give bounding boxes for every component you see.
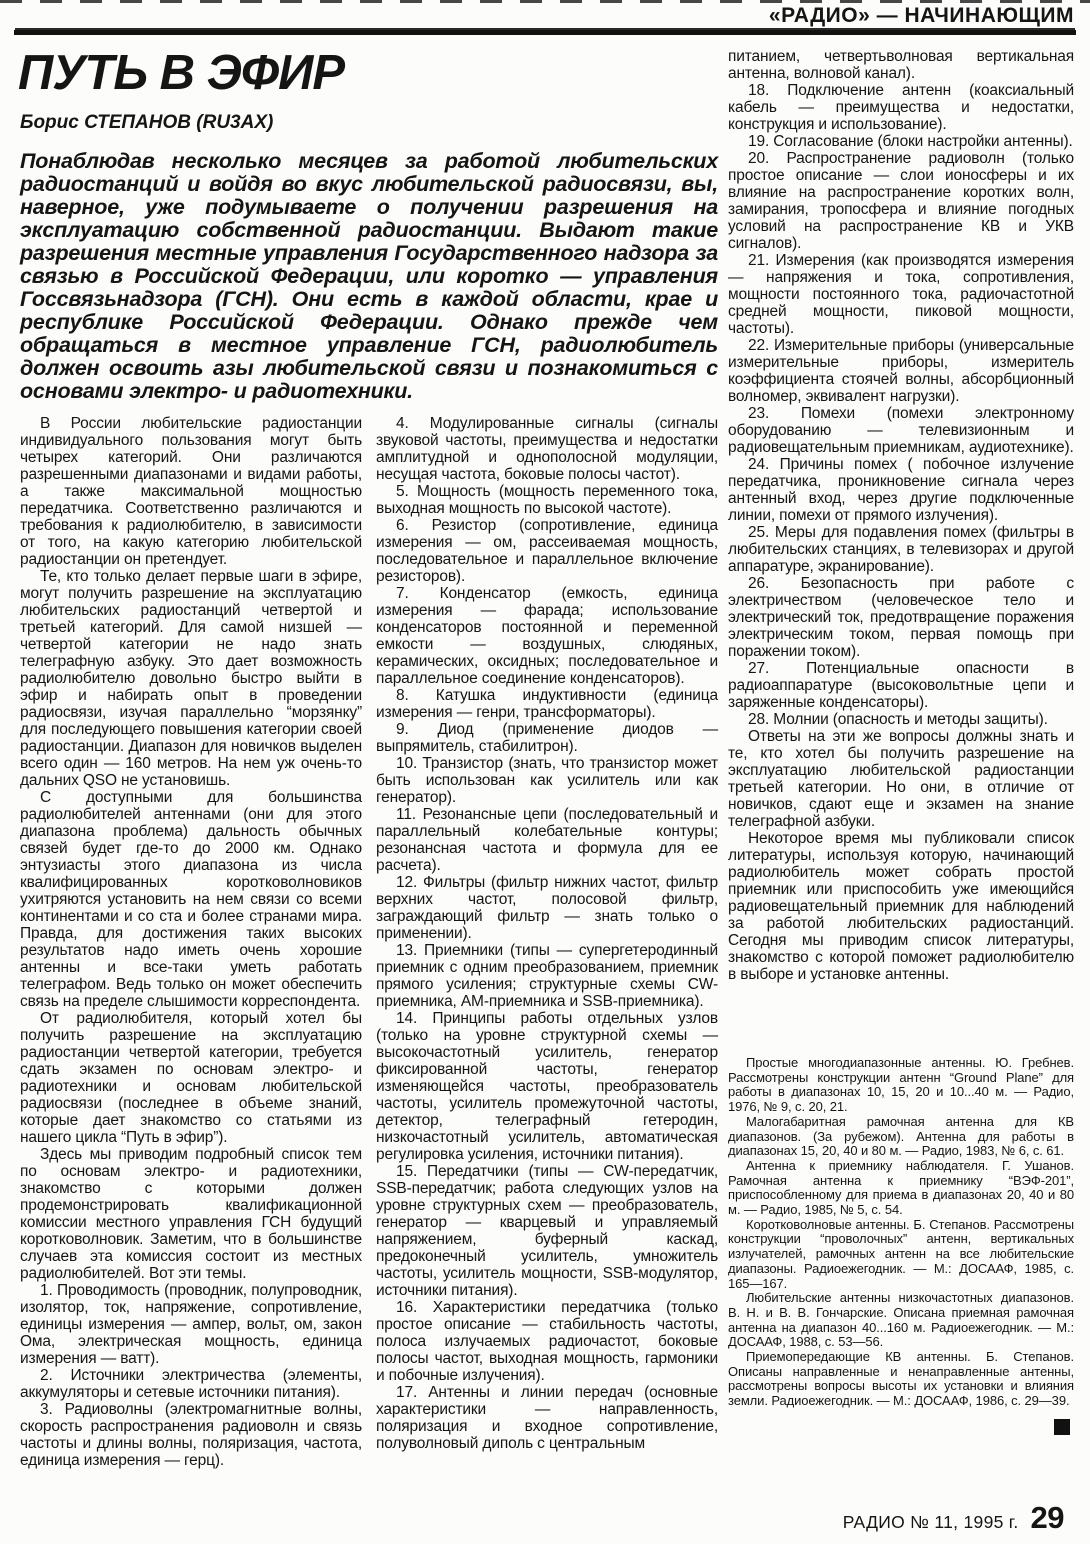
paragraph: 5. Мощность (мощность переменного тока, выходная мощность по высокой частоте). bbox=[376, 483, 718, 517]
paragraph: 8. Катушка индуктивности (единица измерения — генри, трансформаторы). bbox=[376, 687, 718, 721]
paragraph: С доступными для большинства радиолюбителей антеннами (они для этого диапазона проблема) дальность обычных связей будет где-то до 2000 км. Однако энтузиасты этого диапазона из числа квалифицированных коротковолновиков ухитряются установить на нем связи со всеми континентами и со ста и более странами мира. Правда, для достижения таких высоких результатов надо иметь очень хорошие антенны и все-таки уметь работать телеграфом. Ведь только он может обеспечить связь на пределе слышимости корреспондента. bbox=[20, 789, 362, 1010]
paragraph: Приемопередающие КВ антенны. Б. Степанов. Описаны направленные и ненаправленные антенны, рассмотрены вопросы высоты их установки и влияния земли. Радиоежегодник. — М.: ДОСААФ, 1986, с. 29—39. bbox=[728, 1349, 1074, 1409]
paragraph: 26. Безопасность при работе с электричеством (человеческое тело и электрический ток, предотвращение поражения электрическим током, первая помощь при поражении током). bbox=[728, 575, 1074, 660]
bibliography-list bbox=[728, 1056, 1074, 1409]
paragraph: Простые многодиапазонные антенны. Ю. Гребнев. Рассмотрены конструкции антенн “Ground Plane” для работы в диапазонах 10, 15, 20 и 10...40 м. — Радио, 1976, № 9, с. 20, 21. bbox=[728, 1055, 1074, 1115]
paragraph: 14. Принципы работы отдельных узлов (только на уровне структурной схемы — высокочастотный усилитель, генератор фиксированной частоты, генератор изменяющейся частоты, преобразователь частоты, усилитель промежуточной частоты, детектор, телеграфный гетеродин, низкочастотный усилитель, автоматическая регулировка усиления, источники питания). bbox=[376, 1010, 718, 1163]
body-column-3 bbox=[728, 48, 1074, 1498]
paragraph: Коротковолновые антенны. Б. Степанов. Рассмотрены конструкции “проволочных” антенн, вертикальных излучателей, рамочных антенн на все любительские диапазоны. Радиоежегодник. — М.: ДОСААФ, 1985, с. 165—167. bbox=[728, 1216, 1074, 1291]
paragraph: Любительские антенны низкочастотных диапазонов. В. Н. и В. В. Гончарские. Описана приемная рамочная антенна на диапазон 40...160 м. Радиоежегодник. — М.: ДОСААФ, 1988, с. 53—56. bbox=[728, 1290, 1074, 1350]
article-title: ПУТЬ В ЭФИР bbox=[18, 46, 345, 100]
page-header bbox=[15, 4, 1074, 28]
paragraph: 15. Передатчики (типы — CW-передатчик, SSB-передатчик; работа следующих узлов на уровне структурных схем — преобразователь, генератор — кварцевый и управляемый напряжением, буферный каскад, предоконечный усилитель, умножитель частоты, усилитель мощности, SSB-модулятор, источники питания). bbox=[376, 1163, 718, 1299]
paragraph: Антенна к приемнику наблюдателя. Г. Ушанов. Рамочная антенна к приемнику “ВЭФ-201”, приспособленному для приема в диапазонах 20, 40 и 80 м. — Радио, 1985, № 5, с. 54. bbox=[728, 1157, 1074, 1218]
paragraph: 9. Диод (применение диодов — выпрямитель, стабилитрон). bbox=[376, 721, 718, 755]
paragraph: 4. Модулированные сигналы (сигналы звуковой частоты, преимущества и недостатки амплитудной и однополосной модуляции, несущая частота, боковые полосы частот). bbox=[376, 415, 718, 483]
article-head-zone bbox=[20, 46, 718, 1469]
paragraph: 17. Антенны и линии передач (основные характеристики — направленность, поляризация и входное сопротивление, полуволновый диполь с центральным bbox=[376, 1384, 718, 1452]
paragraph: Некоторое время мы публиковали список литературы, используя которую, начинающий радиолюбитель может собрать простой приемник или приспособить уже имеющийся радиовещательный приемник для наблюдений за работой любительских радиостанций. Сегодня мы приводим список литературы, знакомство с которой поможет радиолюбителю в выборе и установке антенны. bbox=[728, 830, 1074, 983]
paragraph: 6. Резистор (сопротивление, единица измерения — ом, рассеиваемая мощность, последовательное и параллельное включение резисторов). bbox=[376, 517, 718, 585]
paragraph: 20. Распространение радиоволн (только простое описание — слои ионосферы и их влияние на распространение коротких волн, замирания, тропосфера и влияние погодных условий на распространение КВ и УКВ сигналов). bbox=[728, 150, 1074, 252]
paragraph: 22. Измерительные приборы (универсальные измерительные приборы, измеритель коэффициента стоячей волны, абсорбционный волномер, эквивалент нагрузки). bbox=[728, 337, 1074, 405]
paragraph: 25. Меры для подавления помех (фильтры в любительских станциях, в телевизорах и другой аппаратуре, экранирование). bbox=[728, 524, 1074, 575]
page-footer bbox=[843, 1500, 1064, 1536]
paragraph: Ответы на эти же вопросы должны знать и те, кто хотел бы получить разрешение на эксплуатацию любительской радиостанции третьей категории. Но они, в отличие от новичков, сдают еще и экзамен на знание телеграфной азбуки. bbox=[728, 728, 1074, 830]
paragraph: 7. Конденсатор (емкость, единица измерения — фарада; использование конденсаторов постоянной и переменной емкости — воздушных, слюдяных, керамических, оксидных; последовательное и параллельное соединение конденсаторов). bbox=[376, 585, 718, 687]
article-author: Борис СТЕПАНОВ (RU3AX) bbox=[20, 112, 274, 133]
body-column-2 bbox=[376, 415, 718, 1469]
paragraph: 16. Характеристики передатчика (только простое описание — стабильность частоты, полоса излучаемых радиочастот, боковые полосы частот, выходная мощность, гармоники и побочные излучения). bbox=[376, 1299, 718, 1384]
rubric-label: «РАДИО» — НАЧИНАЮЩИМ bbox=[768, 4, 1074, 27]
paragraph: От радиолюбителя, который хотел бы получить разрешение на эксплуатацию радиостанции четвертой категории, требуется сдать экзамен по основам электро- и радиотехники и основам любительской радиосвязи (последнее в объеме знаний, которые дает знакомство со статьями из нашего цикла “Путь в эфир”). bbox=[20, 1010, 362, 1146]
paragraph: 28. Молнии (опасность и методы защиты). bbox=[748, 711, 1048, 728]
paragraph: 24. Причины помех ( побочное излучение передатчика, проникновение сигнала через антенный вход, через другие подключенные линии, помехи от прямого излучения). bbox=[728, 456, 1074, 524]
paragraph: Здесь мы приводим подробный список тем по основам электро- и радиотехники, знакомство с которыми должен продемонстрировать квалификационной комиссии местного управления ГСН будущий коротковолновик. Заметим, что в большинстве случаев эта комиссия состоит из местных радиолюбителей. Вот эти темы. bbox=[20, 1146, 362, 1282]
journal-issue-label: РАДИО № 11, 1995 г. bbox=[842, 1512, 1019, 1532]
body-column-1 bbox=[20, 415, 362, 1469]
paragraph: 13. Приемники (типы — супергетеродинный приемник с одним преобразованием, приемник прямого усиления; структурные схемы CW-приемника, АМ-приемника и SSB-приемника). bbox=[376, 942, 718, 1010]
paragraph: 27. Потенциальные опасности в радиоаппаратуре (высоковольтные цепи и заряженные конденсаторы). bbox=[728, 660, 1074, 711]
column3-text bbox=[728, 48, 1074, 1048]
paragraph: В России любительские радиостанции индивидуального пользования могут быть четырех категорий. Они различаются разрешенными диапазонами и видами работы, а также максимальной мощностью передатчика. Соответственно различаются и требования к радиолюбителю, в зависимости от того, на какую категорию любительской радиостанции он претендует. bbox=[20, 415, 362, 568]
paragraph: 10. Транзистор (знать, что транзистор может быть использован как усилитель или как генератор). bbox=[376, 755, 718, 806]
paragraph: 12. Фильтры (фильтр нижних частот, фильтр верхних частот, полосовой фильтр, заграждающий фильтр — знать только о применении). bbox=[376, 874, 718, 942]
paragraph: Малогабаритная рамочная антенна для КВ диапазонов. (За рубежом). Антенна для работы в диапазонах 15, 20, 40 и 80 м. — Радио, 1983, № 6, с. 61. bbox=[728, 1113, 1074, 1159]
page-number: 29 bbox=[1030, 1500, 1064, 1535]
paragraph: 3. Радиоволны (электромагнитные волны, скорость распространения радиоволн и связь частоты и длины волны, поляризация, частота, единица измерения — герц). bbox=[20, 1401, 362, 1469]
paragraph: 2. Источники электричества (элементы, аккумуляторы и сетевые источники питания). bbox=[20, 1367, 362, 1401]
end-of-article-marker bbox=[1054, 1419, 1070, 1435]
paragraph: питанием, четвертьволновая вертикальная антенна, волновой канал). bbox=[728, 48, 1074, 82]
paragraph: 1. Проводимость (проводник, полупроводник, изолятор, ток, напряжение, сопротивление, единицы измерения — ампер, вольт, ом, закон Ома, электрическая мощность, единица измерения — ватт). bbox=[20, 1282, 362, 1367]
article-lead: Понаблюдав несколько месяцев за работой любительских радиостанций и войдя во вкус любительской радиосвязи, вы, наверное, уже подумываете о получении разрешения на эксплуатацию собственной радиостанции. Выдают такие разрешения местные управления Государственного надзора за связью в Российской Федерации, или коротко — управления Госсвязьнадзора (ГСН). Они есть в каждой области, крае и республике Российской Федерации. Однако прежде чем обращаться в местное управление ГСН, радиолюбитель должен освоить азы любительской связи и познакомиться с основами электро- и радиотехники. bbox=[20, 149, 718, 403]
header-rule bbox=[14, 30, 1076, 35]
paragraph: 19. Согласование (блоки настройки антенны). bbox=[748, 133, 1073, 150]
paragraph: 21. Измерения (как производятся измерения — напряжения и тока, сопротивления, мощности постоянного тока, радиочастотной средней мощности, пиковой мощности, частоты). bbox=[728, 252, 1074, 337]
paragraph: 18. Подключение антенн (коаксиальный кабель — преимущества и недостатки, конструкция и использование). bbox=[728, 82, 1074, 133]
paragraph: Те, кто только делает первые шаги в эфире, могут получить разрешение на эксплуатацию любительских радиостанций четвертой и третьей категорий. Для самой низшей — четвертой категории не надо знать телеграфную азбуку. Это дает возможность радиолюбителю довольно быстро выйти в эфир и набирать опыт в проведении радиосвязи, изучая параллельно “морзянку” для последующего повышения категории своей радиостанции. Диапазон для новичков выделен всего один — 160 метров. На нем уж очень-то дальних QSO не установишь. bbox=[20, 568, 362, 789]
paragraph: 11. Резонансные цепи (последовательный и параллельный колебательные контуры; резонансная частота и формула для ее расчета). bbox=[376, 806, 718, 874]
paragraph: 23. Помехи (помехи электронному оборудованию — телевизионным и радиовещательным приемникам, аудиотехнике). bbox=[728, 405, 1074, 456]
body-columns bbox=[20, 415, 718, 1469]
